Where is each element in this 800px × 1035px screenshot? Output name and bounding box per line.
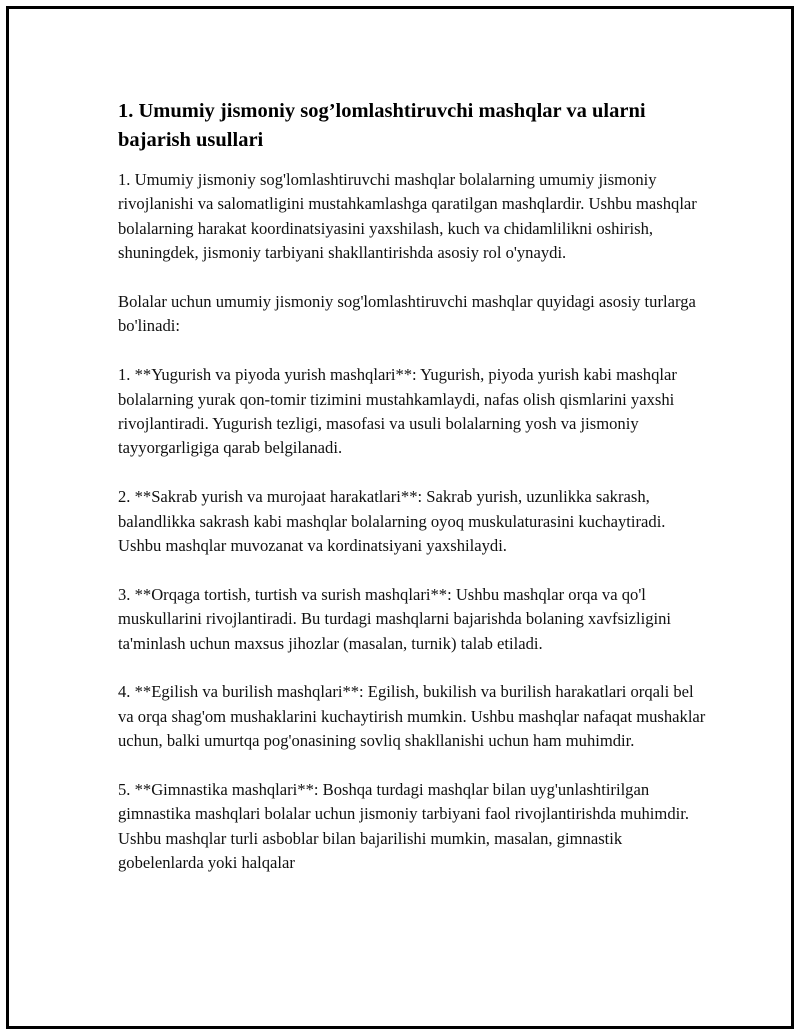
paragraph-types-intro: Bolalar uchun umumiy jismoniy sog'lomlashtiruvchi mashqlar quyidagi asosiy turlarga bo'linadi:: [118, 292, 696, 336]
page-frame: [6, 6, 794, 1029]
paragraph-item-1: 1. **Yugurish va piyoda yurish mashqlari**: Yugurish, piyoda yurish kabi mashqlar bolalarning yurak qon-tomir tizimini mustahkamlaydi, nafas olish qismlarini yaxshi rivojlantiradi. Yugurish tezligi, masofasi va usuli bolalarning yosh va jismoniy tayyorgarligiga qarab belgilanadi.: [118, 365, 677, 458]
paragraph-item-4: 4. **Egilish va burilish mashqlari**: Egilish, bukilish va burilish harakatlari orqali bel va orqa shag'om mushaklarini kuchaytirish mumkin. Ushbu mashqlar nafaqat mushaklar uchun, balki umurtqa pog'onasining sovliq shakllanishi uchun ham muhimdir.: [118, 682, 706, 751]
paragraph-item-3: 3. **Orqaga tortish, turtish va surish mashqlari**: Ushbu mashqlar orqa va qo'l muskullarini rivojlantiradi. Bu turdagi mashqlarni bajarishda bolaning xavfsizligini ta'minlash uchun maxsus jihozlar (masalan, turnik) talab etiladi.: [118, 584, 672, 653]
paragraph-intro: 1. Umumiy jismoniy sog'lomlashtiruvchi mashqlar bolalarning umumiy jismoniy rivojlanishi va salomatligini mustahkamlashga qaratilgan mashqlardir. Ushbu mashqlar bolalarning harakat koordinatsiyasini yaxshilash, kuch va chidamlilikni oshirish, shuningdek, jismoniy tarbiyani shakllantirishda asosiy rol o'ynaydi.: [118, 170, 697, 263]
paragraph-item-2: 2. **Sakrab yurish va murojaat harakatlari**: Sakrab yurish, uzunlikka sakrash, balandlikka sakrash kabi mashqlar bolalarning oyoq muskulaturasini kuchaytiradi. Ushbu mashqlar muvozanat va kordinatsiyani yaxshilaydi.: [118, 487, 666, 556]
document-body: [118, 97, 708, 876]
document-title: 1. Umumiy jismoniy sog’lomlashtiruvchi mashqlar va ularni bajarish usullari: [118, 100, 646, 151]
paragraph-item-5: 5. **Gimnastika mashqlari**: Boshqa turdagi mashqlar bilan uyg'unlashtirilgan gimnastika mashqlari bolalar uchun jismoniy tarbiyani faol rivojlantirishda muhimdir. Ushbu mashqlar turli asboblar bilan bajarilishi mumkin, masalan, gimnastik gobelenlarda yoki halqalar: [118, 780, 689, 873]
